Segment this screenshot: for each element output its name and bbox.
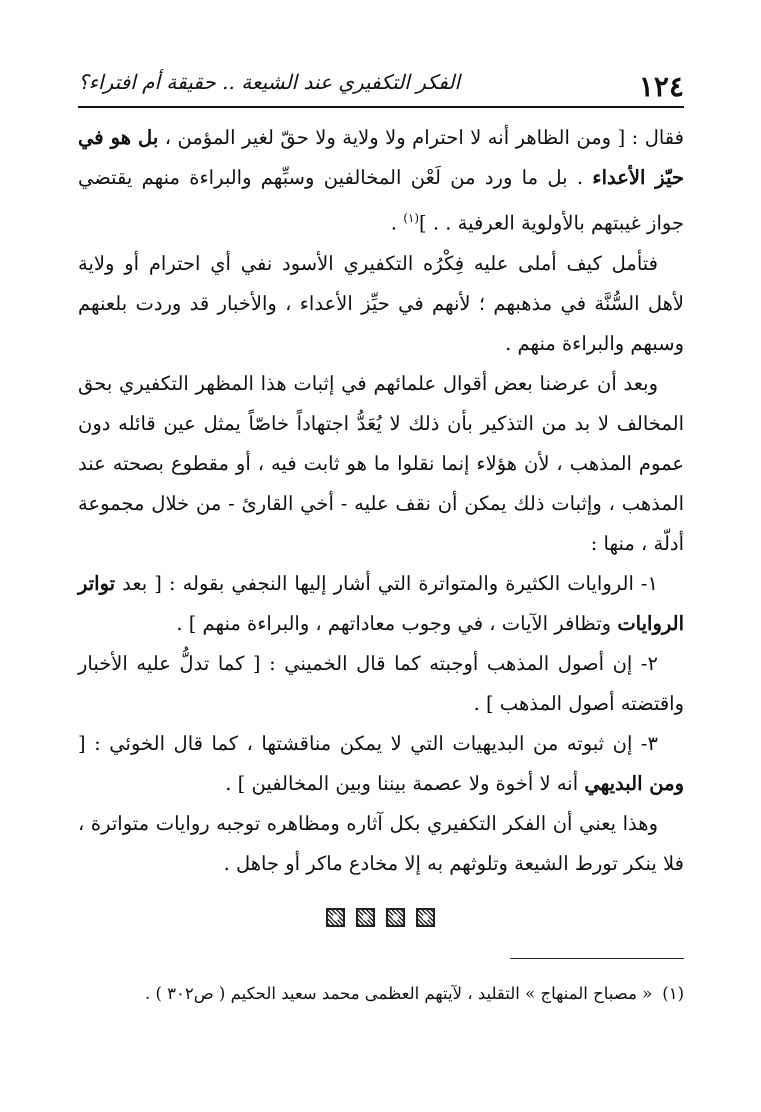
paragraph-2: فتأمل كيف أملى عليه فِكْرُه التكفيري الأسود نفي أي احترام أو ولاية لأهل السُّنَّة في مذهبهم ؛ لأنهم في حيِّز الأعداء ، والأخبار قد وردت بلعنهم وسبهم والبراءة منهم .	[78, 251, 684, 355]
footnote-reference: (١)	[403, 211, 420, 225]
footnote	[78, 980, 684, 1008]
evidence-3-text: ٣- إن ثبوته من البديهيات التي لا يمكن مناقشتها ، كما قال الخوئي : [	[78, 731, 658, 755]
evidence-1	[78, 564, 684, 644]
footnote-text: « مصباح المنهاج » التقليد ، لآيتهم العظمى محمد سعيد الحكيم ( ص٣٠٢ ) .	[144, 984, 653, 1003]
footnote-divider	[510, 958, 684, 959]
ornament-icon	[416, 908, 435, 927]
quote-text: فقال : [ ومن الظاهر أنه لا احترام ولا ولاية ولا حقّ لغير المؤمن ،	[158, 126, 684, 149]
bold-phrase: تواتر الروايات	[78, 571, 684, 635]
quote-text-cont: . بل ما ورد من لَعْن المخالفين وسبِّهم والبراءة منهم يقتضي جواز غيبتهم بالأولوية العرفية . . ]	[78, 166, 684, 235]
bold-phrase: بل هو في حيّز الأعداء	[78, 126, 685, 189]
ornament-icon	[326, 908, 345, 927]
quote-end: .	[390, 211, 404, 235]
paragraph-quote-1	[78, 118, 684, 244]
ornament-icon	[386, 908, 405, 927]
paragraph-conclusion: وهذا يعني أن الفكر التكفيري بكل آثاره ومظاهره توجبه روايات متواترة ، فلا ينكر تورط الشيعة وتلوثهم به إلا مخادع ماكر أو جاهل .	[78, 811, 684, 875]
page-number: ١٢٤	[638, 70, 684, 103]
bold-phrase: ومن البديهي	[584, 771, 684, 795]
evidence-1-text: ١- الروايات الكثيرة والمتواترة التي أشار إليها النجفي بقوله : [ بعد	[115, 571, 658, 595]
page-header	[78, 62, 684, 106]
footnote-number: (١)	[662, 984, 684, 1003]
evidence-2: ٢- إن أصول المذهب أوجبته كما قال الخميني : [ كما تدلُّ عليه الأخبار واقتضته أصول المذهب ] .	[78, 651, 684, 715]
paragraph-3: وبعد أن عرضنا بعض أقوال علمائهم في إثبات هذا المظهر التكفيري بحق المخالف لا بد من التذكير بأن ذلك لا يُعَدُّ اجتهاداً خاصّاً يمثل عين قائله دون عموم المذهب ، لأن هؤلاء إنما نقلوا ما هو ثابت فيه ، أو مقطوع بصحته عند المذهب ، وإثبات ذلك يمكن أن نقف عليه - أخي القارئ - من خلال مجموعة أدلّة ، منها :	[78, 371, 684, 555]
section-ornaments	[0, 908, 761, 931]
evidence-3-cont: أنه لا أخوة ولا عصمة بيننا وبين المخالفين ] .	[225, 771, 585, 795]
evidence-1-cont: وتظافر الآيات ، في وجوب معاداتهم ، والبراءة منهم ] .	[176, 611, 618, 635]
header-divider	[78, 106, 684, 108]
main-text	[78, 118, 684, 884]
running-title: الفكر التكفيري عند الشيعة .. حقيقة أم افتراء؟	[78, 70, 461, 94]
ornament-icon	[356, 908, 375, 927]
evidence-3	[78, 724, 684, 804]
